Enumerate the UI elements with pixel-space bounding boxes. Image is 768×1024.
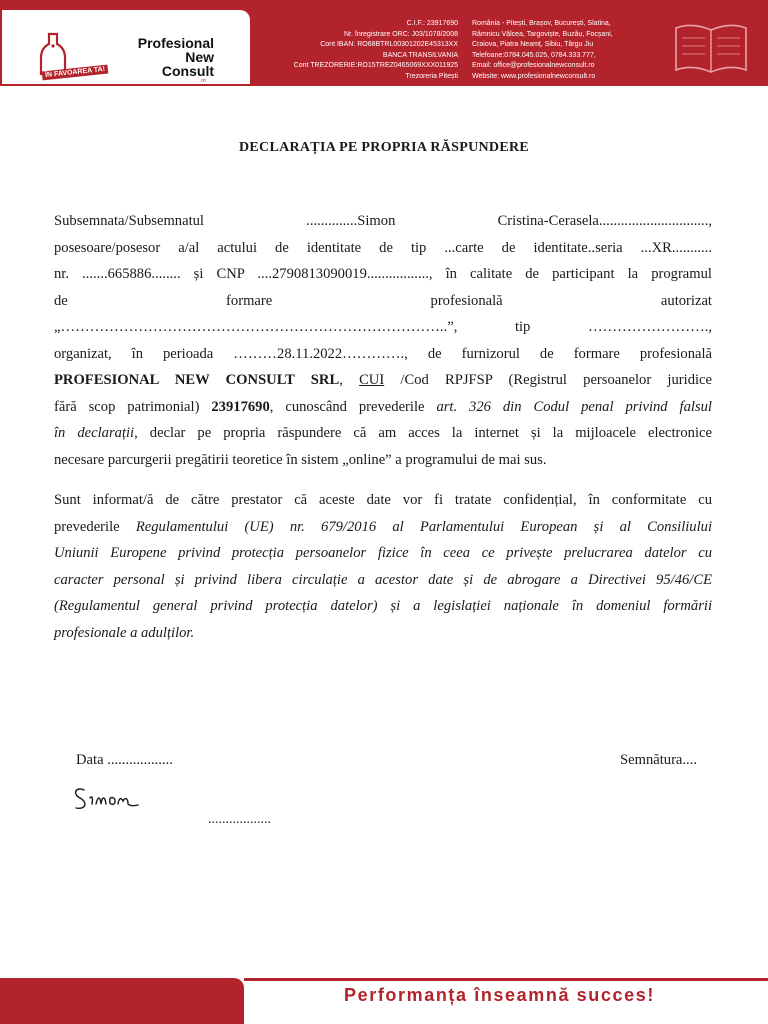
footer-line <box>244 978 768 981</box>
legal-reference: art. 326 din Codul penal privind falsul <box>436 398 712 415</box>
cui-label: CUI <box>359 372 385 388</box>
open-book-icon <box>672 20 750 76</box>
logo-domain: .ro <box>200 78 206 84</box>
info-line: C.I.F.: 23917690 <box>406 20 458 27</box>
info-line: România - Pitești, Brașov, București, Slatina, <box>472 20 611 27</box>
info-line: BANCA TRANSILVANIA <box>382 51 458 59</box>
paragraph-line: Uniunii Europene privind protecția persoanelor fizice în ceea ce privește prelucrarea datelor cu <box>54 545 712 561</box>
info-line: Trezoreria Pitești <box>405 72 458 80</box>
paragraph-line: nr. .......665886........ și CNP ....2790813090019................., în calitate de participant la programul <box>54 266 712 282</box>
paragraph-line: organizat, în perioada ………28.11.2022…………., de furnizorul de formare profesională <box>54 345 712 362</box>
info-line: Telefoane:0784.045.025, 0784.333.777, <box>472 51 596 59</box>
info-line: Cont IBAN: RO68BTRL00301202E45313XX <box>320 41 458 49</box>
paragraph-line <box>54 394 712 421</box>
text-separator: , <box>339 372 360 388</box>
legal-reference: (Regulamentul general privind protecția datelor) <box>54 598 378 614</box>
info-line: Website: www.profesionalnewconsult.ro <box>472 72 596 80</box>
paragraph-line: caracter personal și privind libera circulație a acestor date și de abrogare a Directivei 95/46/CE <box>54 571 712 588</box>
text-run: , cunoscând prevederile <box>269 398 437 415</box>
signature-label: Semnătura.... <box>620 752 698 768</box>
paragraph-line: posesoare/posesor a/al actului de identitate de tip ...carte de identitate..seria ...XR........... <box>54 239 712 256</box>
text-run: , declar pe propria răspundere că am acces la internet și la mijloacele electronice <box>134 425 712 441</box>
paragraph-line <box>54 367 712 394</box>
logo-name-line: Consult <box>161 63 214 79</box>
date-label: Data .................. <box>76 752 173 768</box>
paragraph-line <box>54 420 712 447</box>
paragraph-line: Sunt informat/ă de către prestator că aceste date vor fi tratate confidențial, în conformitate cu <box>54 492 712 508</box>
logo-name-line: New <box>185 49 214 65</box>
footer-slogan: Performanța înseamnă succes! <box>344 985 655 1005</box>
logo-name <box>128 36 214 78</box>
company-info-contact <box>472 19 662 83</box>
paragraph-line: de formare profesională autorizat <box>54 292 712 309</box>
text-run: fără scop patrimonial) <box>54 398 212 415</box>
handwritten-signature <box>70 780 190 812</box>
footer-band <box>0 978 244 1024</box>
gdpr-paragraph <box>54 487 712 646</box>
legal-reference: în declarații <box>54 425 135 441</box>
text-run: prevederile <box>54 518 136 535</box>
text-run: /Cod RPJFSP (Registrul persoanelor juridice <box>384 372 712 388</box>
paragraph-line: profesionale a adulților. <box>54 624 195 641</box>
document-title: DECLARAȚIA PE PROPRIA RĂSPUNDERE <box>238 140 530 155</box>
info-line: Cont TREZORERIE:RO15TREZ0465069XXX011925 <box>293 62 458 70</box>
logo-tagline: ÎN FAVOAREA TA! <box>42 65 109 81</box>
info-line: Râmnicu Vâlcea, Targoviște, Buzău, Focșani, <box>472 30 613 38</box>
company-logo <box>2 10 250 84</box>
cui-value: 23917690 <box>211 398 270 415</box>
info-line: Craiova, Piatra Neamț, Sibiu, Târgu Jiu <box>472 41 594 49</box>
legal-reference: Regulamentului (UE) nr. 679/2016 al Parlamentului European și al Consiliului <box>135 518 713 535</box>
paragraph-line: necesare parcurgerii pregătirii teoretice în sistem „online” a programului de mai sus. <box>54 451 547 468</box>
paragraph-line: „……………………………………………………………………..”, tip ……………………., <box>54 319 712 335</box>
company-info-legal <box>260 19 458 83</box>
logo-name-line: Profesional <box>137 35 214 51</box>
text-run: și a legislației naționale în domeniul formării <box>377 598 712 614</box>
info-line: Email: office@profesionalnewconsult.ro <box>472 62 595 70</box>
paragraph-line <box>54 593 712 620</box>
signature-dots: .................. <box>208 812 271 827</box>
declaration-paragraph <box>54 208 712 473</box>
paragraph-line <box>54 514 712 541</box>
paragraph-line: Subsemnata/Subsemnatul ..............Simon Cristina-Cerasela.............................., <box>54 213 712 229</box>
company-name: PROFESIONAL NEW CONSULT SRL <box>54 372 340 388</box>
info-line: Nr. înregistrare ORC: J03/1078/2008 <box>343 30 458 38</box>
